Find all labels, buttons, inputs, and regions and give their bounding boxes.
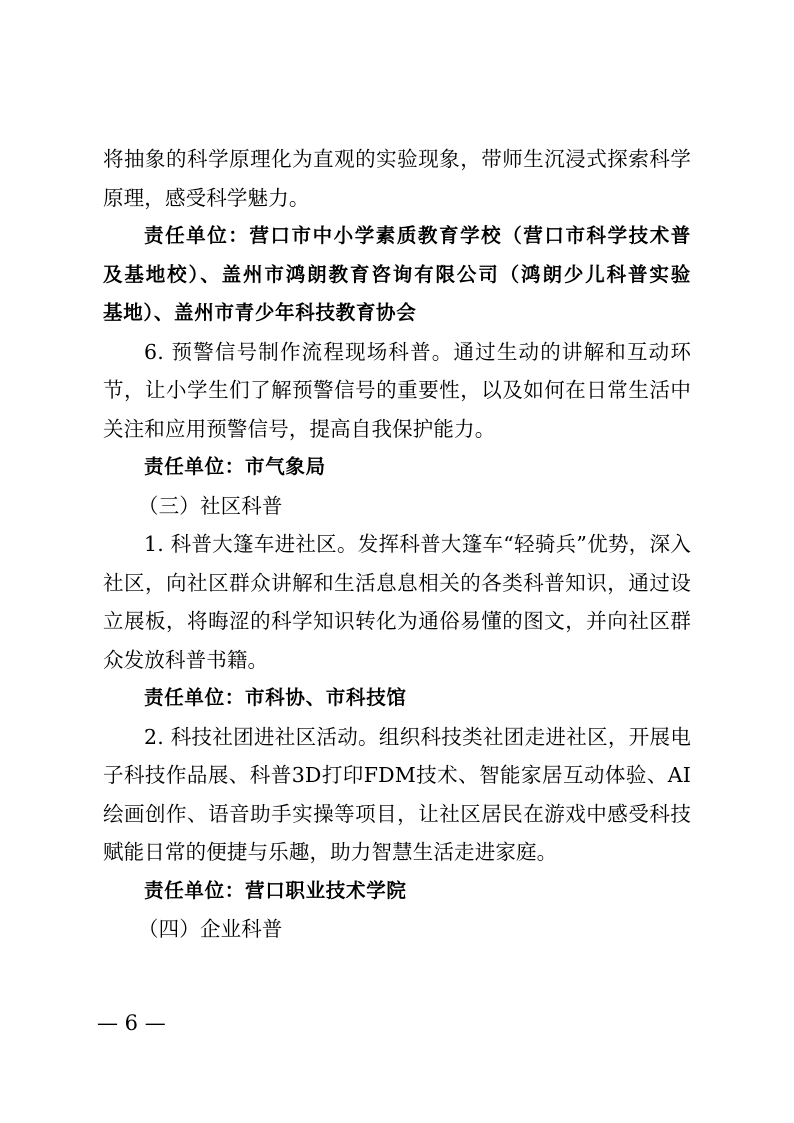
paragraph-line: 社区，向社区群众讲解和生活息息相关的各类科普知识，通过设 [103, 570, 691, 595]
responsible-unit-line: 及基地校）、盖州市鸿朗教育咨询有限公司（鸿朗少儿科普实验 [103, 262, 691, 286]
responsible-unit-line: 责任单位：营口市中小学素质教育学校（营口市科学技术普 [144, 224, 691, 247]
responsible-unit-line: 基地）、盖州市青少年科技教育协会 [103, 301, 417, 324]
paragraph-line: 1. 科普大篷车进社区。发挥科普大篷车“轻骑兵”优势，深入 [144, 532, 691, 556]
paragraph-line: 赋能日常的便捷与乐趣，助力智慧生活走进家庭。 [103, 840, 558, 864]
paragraph-line: 绘画创作、语音助手实操等项目，让社区居民在游戏中感受科技 [103, 801, 691, 826]
section-heading: （四）企业科普 [138, 917, 283, 941]
document-body [103, 140, 691, 949]
section-heading: （三）社区科普 [138, 493, 283, 518]
responsible-unit-line: 责任单位：市气象局 [144, 455, 326, 478]
paragraph-line: 立展板，将晦涩的科学知识转化为通俗易懂的图文，并向社区群 [103, 609, 691, 633]
page-number: — 6 — [97, 1011, 166, 1035]
paragraph-line: 将抽象的科学原理化为直观的实验现象，带师生沉浸式探索科学 [103, 147, 691, 171]
paragraph-line: 6. 预警信号制作流程现场科普。通过生动的讲解和互动环 [144, 339, 691, 364]
paragraph-line: 2. 科技社团进社区活动。组织科技类社团走进社区，开展电 [144, 724, 691, 749]
paragraph-line: 关注和应用预警信号，提高自我保护能力。 [103, 416, 496, 441]
paragraph-line: 子科技作品展、科普3D打印FDM技术、智能家居互动体验、AI [103, 763, 691, 787]
responsible-unit-line: 责任单位：营口职业技术学院 [144, 878, 407, 902]
responsible-unit-line: 责任单位：市科协、市科技馆 [144, 686, 407, 709]
paragraph-line: 众发放科普书籍。 [103, 647, 269, 672]
paragraph-line: 节，让小学生们了解预警信号的重要性，以及如何在日常生活中 [103, 378, 691, 402]
paragraph-line: 原理，感受科学魅力。 [103, 185, 310, 210]
